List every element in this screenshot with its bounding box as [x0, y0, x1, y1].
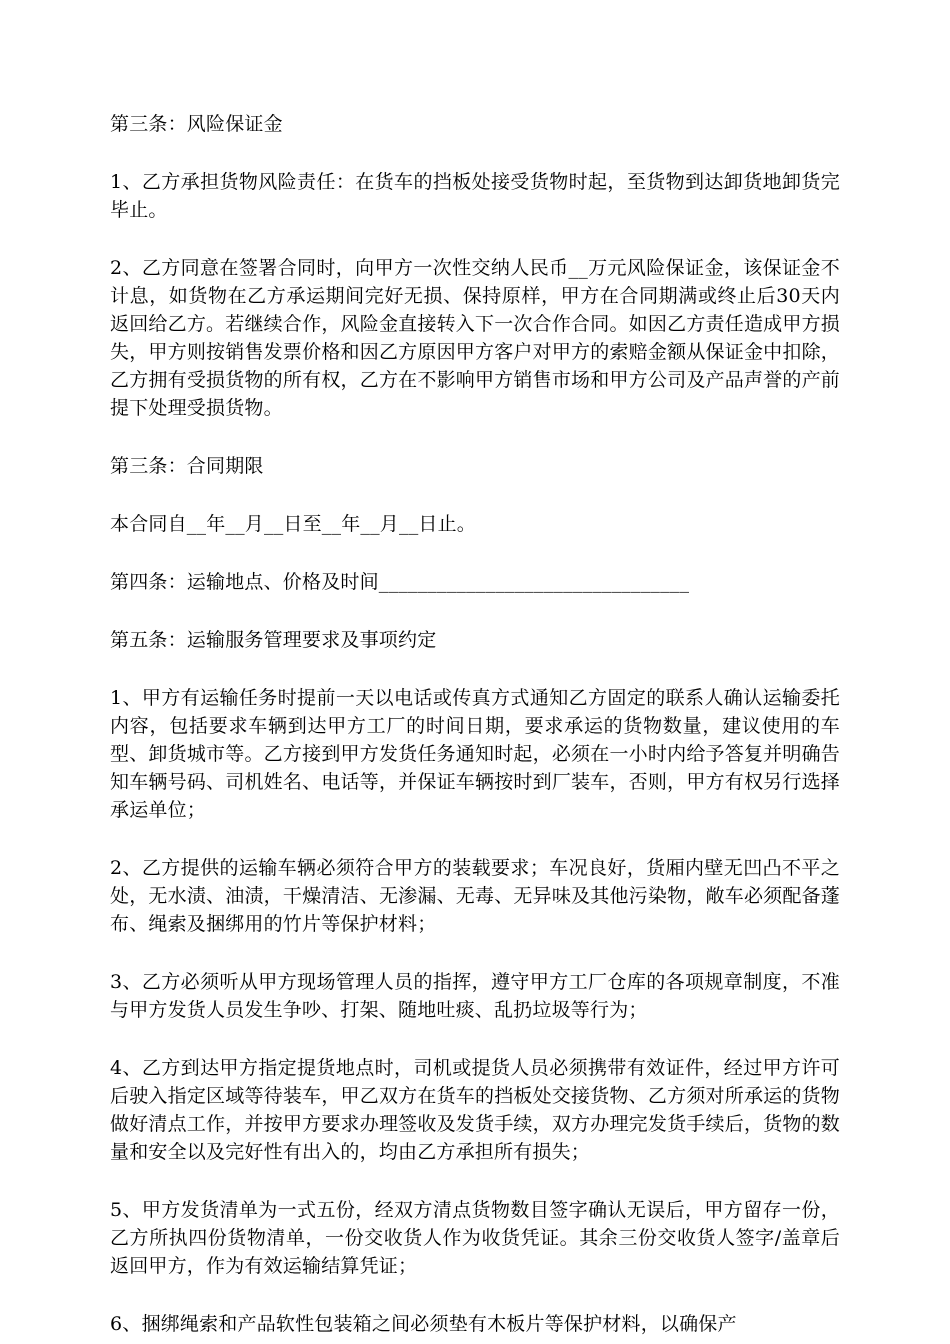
- section-heading-location-price: 第四条：运输地点、价格及时间________________________________: [110, 571, 690, 593]
- section-heading-risk-deposit: 第三条：风险保证金: [110, 113, 283, 135]
- paragraph-service-4: 4、乙方到达甲方指定提货地点时，司机或提货人员必须携带有效证件，经过甲方许可后驶入指定区域等待装车，甲乙双方在货车的挡板处交接货物、乙方须对所承运的货物做好清点工作，并按甲方要求办理签收及发货手续，双方办理完发货手续后，货物的数量和安全以及完好性有出入的，均由乙方承担所有损失；: [110, 1057, 840, 1163]
- paragraph-risk-2: 2、乙方同意在签署合同时，向甲方一次性交纳人民币__万元风险保证金，该保证金不计息，如货物在乙方承运期间完好无损、保持原样，甲方在合同期满或终止后30天内返回给乙方。若继续合作，风险金直接转入下一次合作合同。如因乙方责任造成甲方损失，甲方则按销售发票价格和因乙方原因甲方客户对甲方的索赔金额从保证金中扣除，乙方拥有受损货物的所有权，乙方在不影响甲方销售市场和甲方公司及产品声誉的产前提下处理受损货物。: [110, 257, 840, 419]
- paragraph-service-3: 3、乙方必须听从甲方现场管理人员的指挥，遵守甲方工厂仓库的各项规章制度，不准与甲方发货人员发生争吵、打架、随地吐痰、乱扔垃圾等行为；: [110, 971, 840, 1021]
- paragraph-service-1: 1、甲方有运输任务时提前一天以电话或传真方式通知乙方固定的联系人确认运输委托内容，包括要求车辆到达甲方工厂的时间日期，要求承运的货物数量，建议使用的车型、卸货城市等。乙方接到甲方发货任务通知时起，必须在一小时内给予答复并明确告知车辆号码、司机姓名、电话等，并保证车辆按时到厂装车，否则，甲方有权另行选择承运单位；: [110, 687, 840, 821]
- section-heading-service-management: 第五条：运输服务管理要求及事项约定: [110, 629, 437, 651]
- paragraph-service-2: 2、乙方提供的运输车辆必须符合甲方的装载要求；车况良好，货厢内壁无凹凸不平之处，无水渍、油渍，干燥清洁、无渗漏、无毒、无异味及其他污染物，敞车必须配备蓬布、绳索及捆绑用的竹片等保护材料；: [110, 857, 840, 935]
- paragraph-risk-1: 1、乙方承担货物风险责任：在货车的挡板处接受货物时起，至货物到达卸货地卸货完毕止。: [110, 171, 840, 221]
- paragraph-service-6: 6、捆绑绳索和产品软性包装箱之间必须垫有木板片等保护材料，以确保产: [110, 1313, 737, 1335]
- document-page: [110, 110, 840, 1338]
- paragraph-contract-term: 本合同自__年__月__日至__年__月__日止。: [110, 513, 477, 535]
- paragraph-service-5: 5、甲方发货清单为一式五份，经双方清点货物数目签字确认无误后，甲方留存一份，乙方所执四份货物清单，一份交收货人作为收货凭证。其余三份交收货人签字/盖章后返回甲方，作为有效运输结算凭证；: [110, 1199, 840, 1277]
- section-heading-contract-term: 第三条：合同期限: [110, 455, 264, 477]
